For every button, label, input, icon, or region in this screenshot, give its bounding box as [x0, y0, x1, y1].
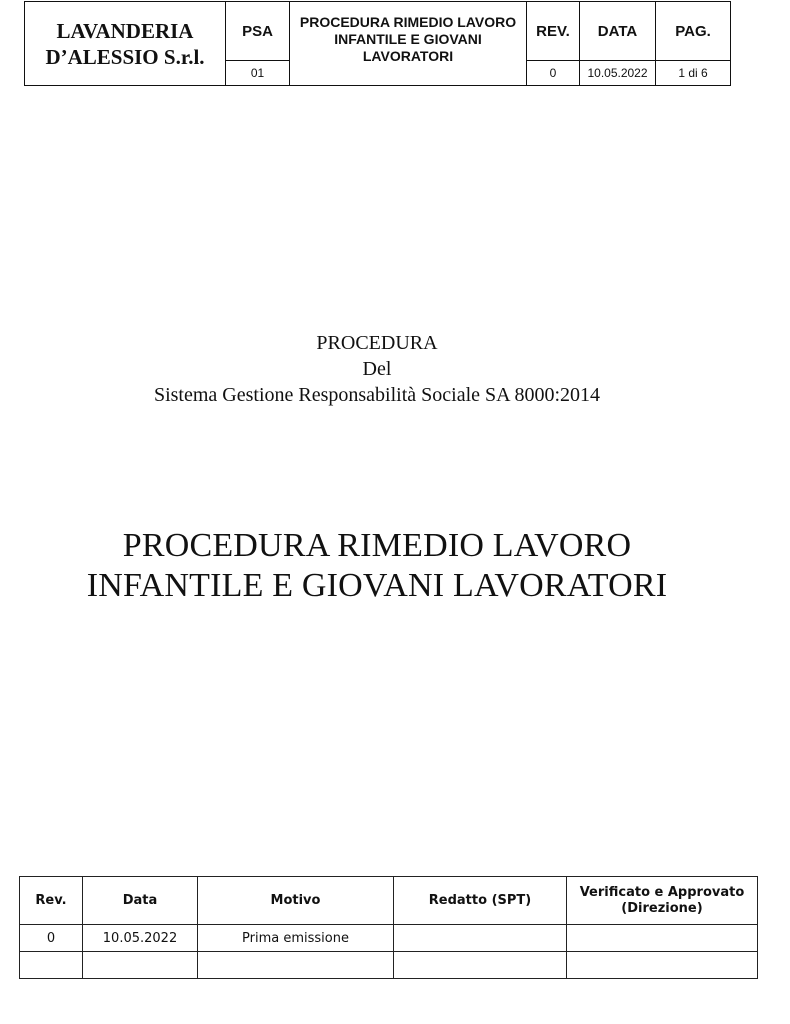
document-title-line2: INFANTILE E GIOVANI LAVORATORI [86, 567, 668, 604]
page-value: 1 di 6 [656, 61, 731, 86]
intro-line3: Sistema Gestione Responsabilità Sociale SA 8000:2014 [153, 384, 601, 406]
header-title [290, 2, 527, 86]
table-row [20, 952, 758, 979]
cell-motivo [198, 952, 394, 979]
document-header [24, 1, 731, 86]
cell-data: 10.05.2022 [83, 925, 198, 952]
date-label: DATA [580, 2, 656, 61]
cell-motivo: Prima emissione [198, 925, 394, 952]
header-title-line2: INFANTILE E GIOVANI [334, 31, 482, 47]
cell-redatto [394, 925, 567, 952]
revision-table-header [20, 877, 758, 925]
column-header-redatto: Redatto (SPT) [394, 877, 567, 925]
revision-table [19, 876, 758, 979]
cell-verificato [567, 925, 758, 952]
rev-value: 0 [527, 61, 580, 86]
header-title-line3: LAVORATORI [362, 48, 454, 64]
company-name-line1: LAVANDERIA [56, 18, 194, 43]
code-label: PSA [226, 2, 290, 61]
date-value: 10.05.2022 [580, 61, 656, 86]
cell-rev [20, 952, 83, 979]
intro-line1: PROCEDURA [316, 332, 438, 354]
column-header-rev: Rev. [20, 877, 83, 925]
table-row [20, 925, 758, 952]
column-header-motivo: Motivo [198, 877, 394, 925]
code-value: 01 [226, 61, 290, 86]
intro-block [0, 330, 754, 408]
document-title-line1: PROCEDURA RIMEDIO LAVORO [122, 527, 632, 564]
company-name [25, 2, 226, 86]
cell-rev: 0 [20, 925, 83, 952]
company-name-line2: D’ALESSIO S.r.l. [45, 44, 205, 69]
header-title-line1: PROCEDURA RIMEDIO LAVORO [299, 14, 517, 30]
column-header-data: Data [83, 877, 198, 925]
cell-redatto [394, 952, 567, 979]
rev-label: REV. [527, 2, 580, 61]
page-label: PAG. [656, 2, 731, 61]
cell-verificato [567, 952, 758, 979]
intro-line2: Del [362, 358, 392, 380]
cell-data [83, 952, 198, 979]
document-title [0, 526, 754, 606]
column-header-verificato: Verificato e Approvato (Direzione) [567, 877, 758, 925]
